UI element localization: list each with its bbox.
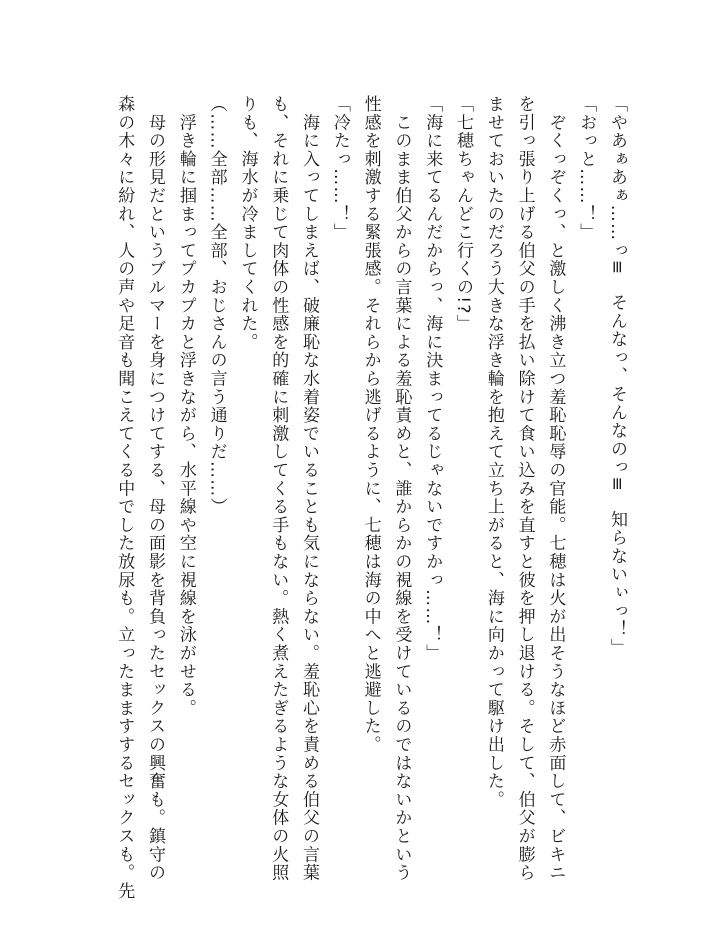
text-line: ぞくっぞくっ、と激しく沸き立つ羞恥恥辱の官能。七穂は火が出そうなほど赤面して、ビキニ — [545, 95, 566, 882]
text-line: 母の形見だというブルマーを身につけてする、母の面影を背負ったセックスの興奮も。鎮守の — [145, 95, 166, 882]
text-line: 海に入ってしまえば、破廉恥な水着姿でいることも気にならない。羞恥心を責める伯父の言葉 — [299, 95, 320, 882]
text-line: このまま伯父からの言葉による羞恥責めと、誰からかの視線を受けているのではないかという — [391, 95, 412, 882]
text-line: 「七穂ちゃんどこ行くの!?」 — [453, 95, 474, 334]
text-line: 「やあぁあぁ……っ≡ そんなっ、そんなのっ≡ 知らないぃっ！」 — [607, 95, 627, 657]
text-line: 性感を刺激する緊張感。それらから逃げるように、七穂は海の中へと逃避した。 — [360, 95, 381, 754]
text-line: （……全部……全部、おじさんの言う通りだ……） — [206, 95, 227, 516]
text-line: 「冷たっ……！」 — [329, 95, 350, 242]
text-line: りも、海水が冷ましてくれた。 — [237, 95, 258, 352]
text-line: 「おっと……！」 — [576, 95, 597, 242]
vertical-text-page — [108, 95, 632, 901]
text-line: 森の木々に紛れ、人の声や足音も聞こえてくる中でした放尿も。立ったまますするセックスも。先 — [114, 95, 135, 901]
text-line: を引っ張り上げる伯父の手を払い除けて食い込みを直すと彼を押し退ける。そして、伯父が膨ら — [514, 95, 535, 882]
text-line: 浮き輪に掴まってプカプカと浮きながら、水平線や空に視線を泳がせる。 — [175, 95, 196, 718]
text-line: 「海に来てるんだからっ、海に決まってるじゃないですかっ……！」 — [422, 95, 443, 663]
text-line: も、それに乗じて肉体の性感を的確に刺激してくる手もない。熱く煮えたぎるような女体の火照 — [268, 95, 289, 882]
text-line: ませておいたのだろう大きな浮き輪を抱えて立ち上がると、海に向かって駆け出した。 — [483, 95, 504, 809]
